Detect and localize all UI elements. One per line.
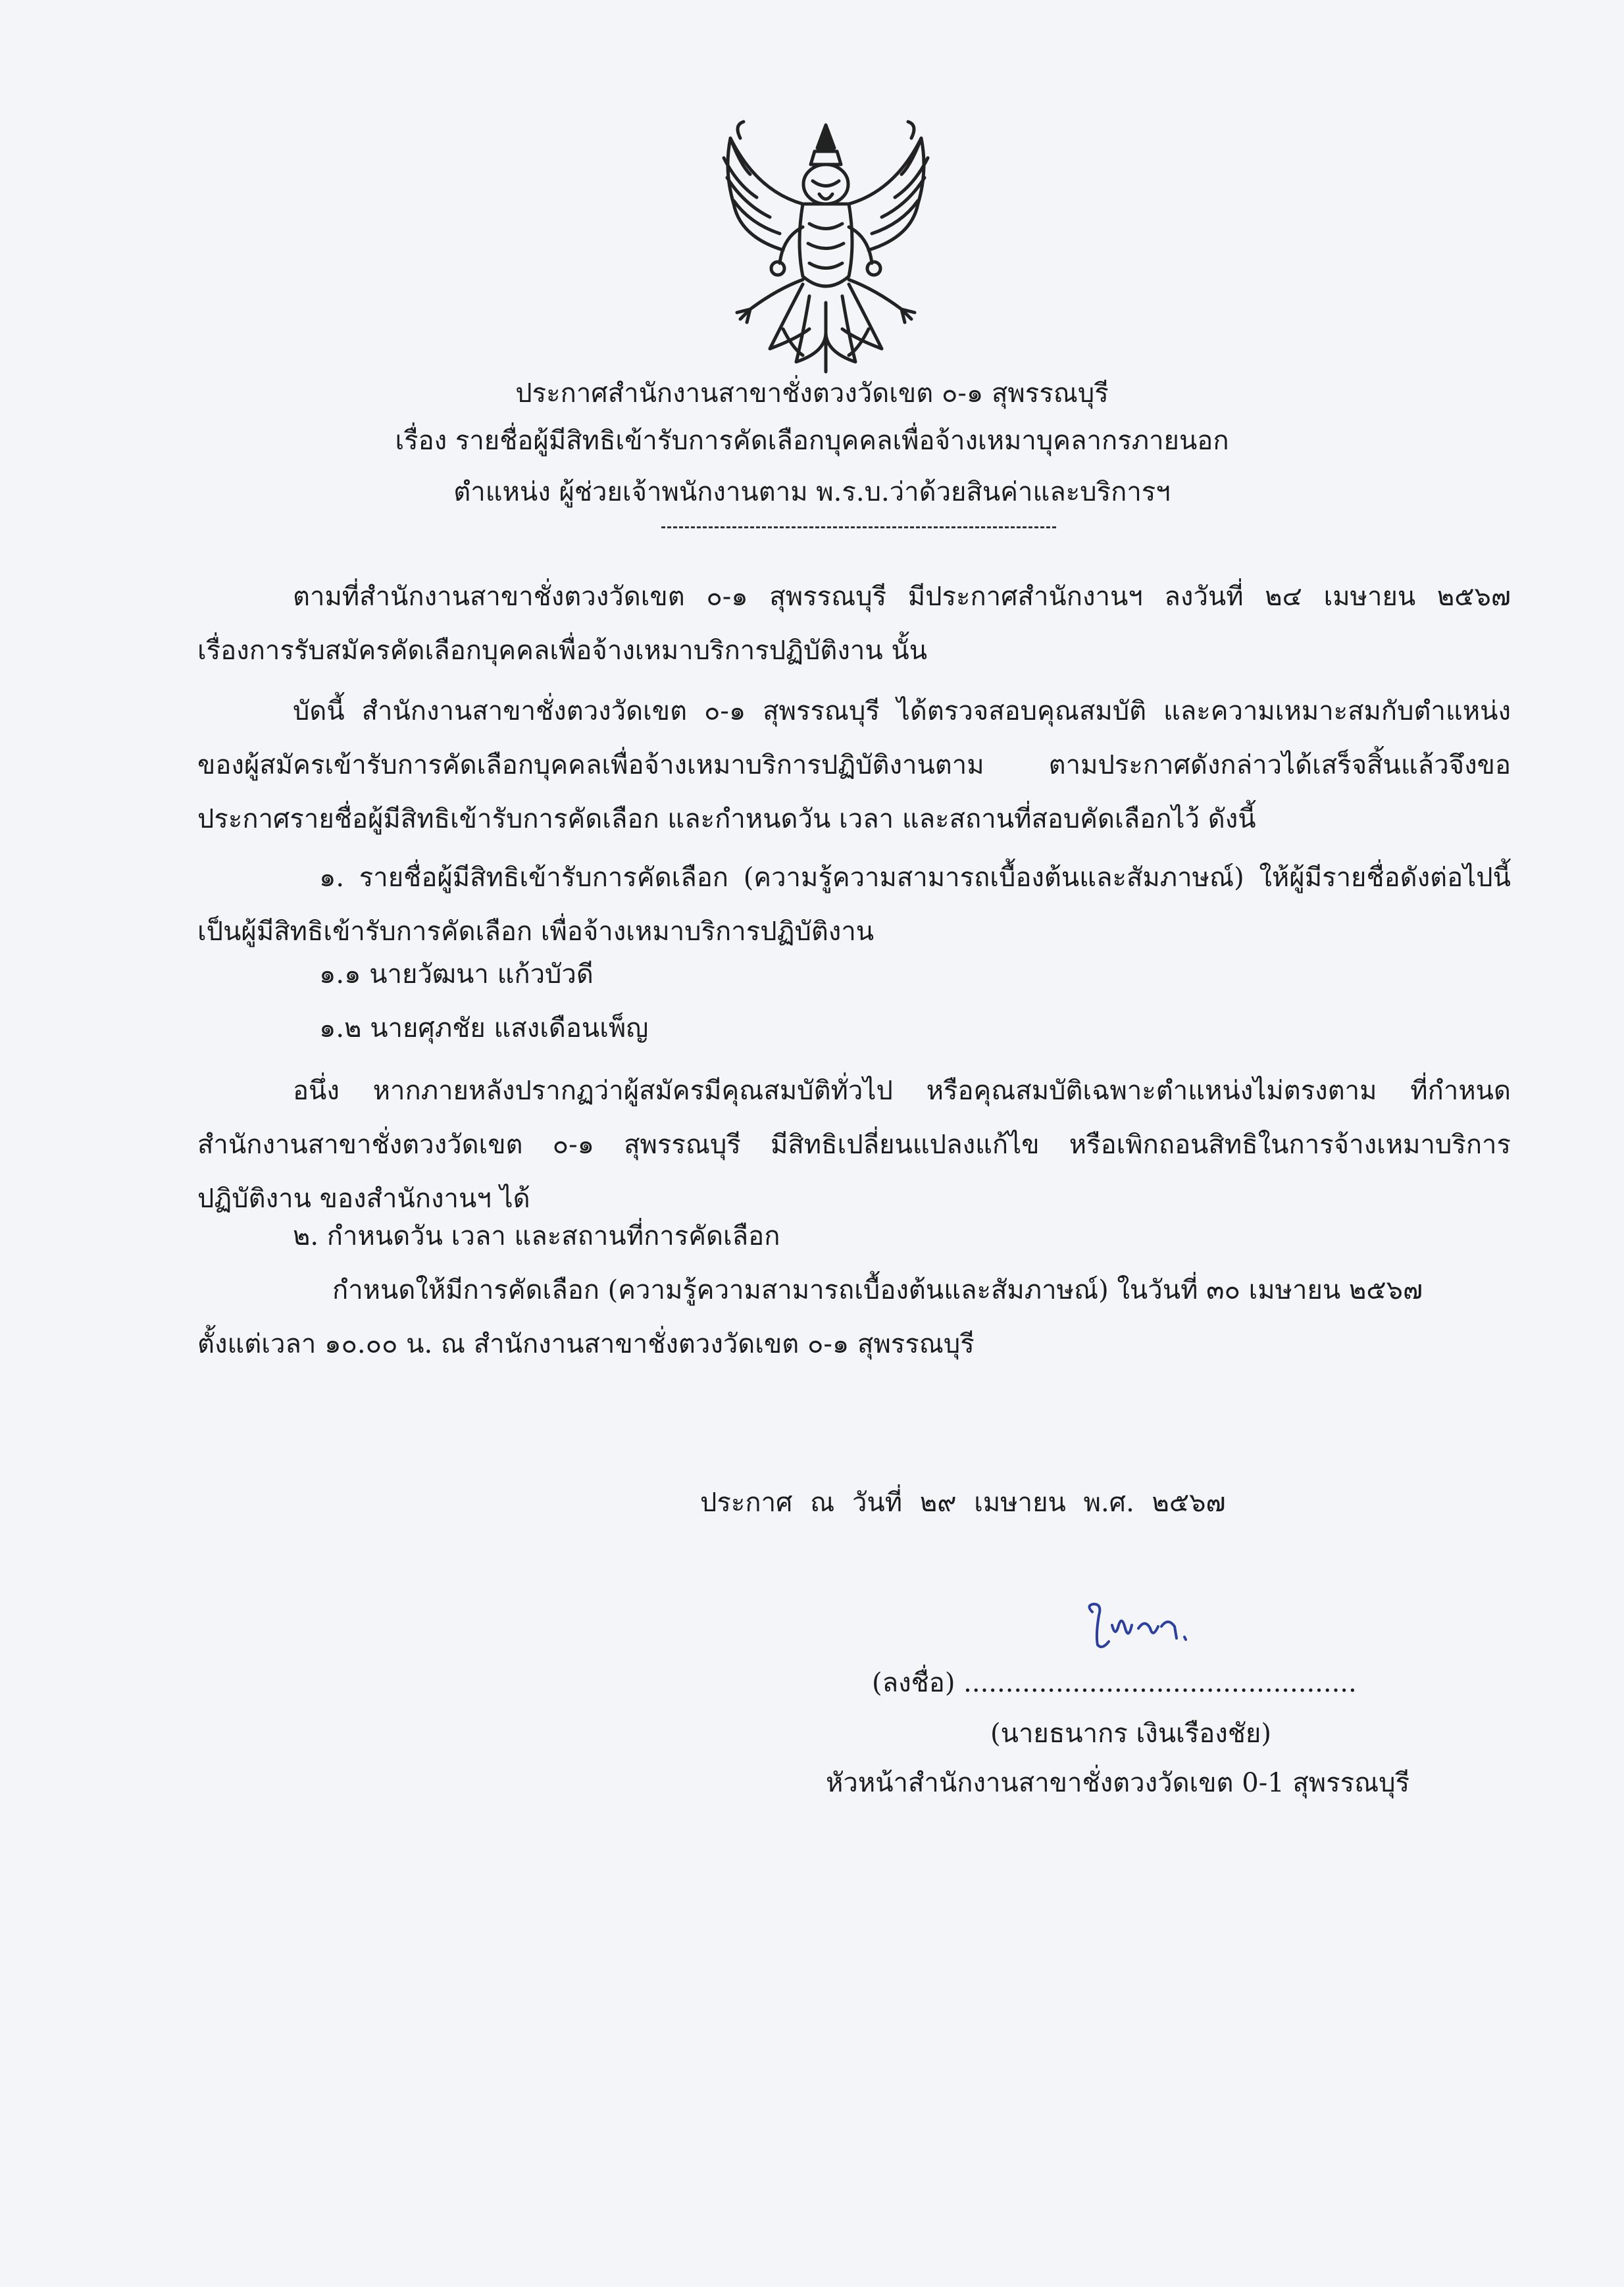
paragraph-line: บัดนี้ สำนักงานสาขาชั่งตวงวัดเขต ๐-๑ สุพรรณบุรี ได้ตรวจสอบคุณสมบัติ และความเหมาะสมกับตำแหน่ง — [293, 696, 1511, 726]
announcement-date: ประกาศ ณ วันที่ ๒๙ เมษายน พ.ศ. ๒๕๖๗ — [700, 1488, 1226, 1518]
paragraph-line: เรื่องการรับสมัครคัดเลือกบุคคลเพื่อจ้างเหมาบริการปฏิบัติงาน นั้น — [197, 636, 928, 666]
garuda-emblem-icon — [704, 112, 948, 375]
paragraph-line: ตั้งแต่เวลา ๑๐.๐๐ น. ณ สำนักงานสาขาชั่งตวงวัดเขต ๐-๑ สุพรรณบุรี — [197, 1329, 975, 1359]
list-item: ๑.๒ นายศุภชัย แสงเดือนเพ็ญ — [319, 1013, 649, 1043]
subject-line: เรื่อง รายชื่อผู้มีสิทธิเข้ารับการคัดเลือกบุคคลเพื่อจ้างเหมาบุคลากรภายนอก — [395, 426, 1229, 456]
divider — [661, 526, 1056, 528]
paragraph-5 — [197, 1263, 1511, 1371]
announcement-title: ประกาศสำนักงานสาขาชั่งตวงวัดเขต ๐-๑ สุพรรณบุรี — [515, 378, 1109, 409]
paragraph-line: ปฏิบัติงาน ของสำนักงานฯ ได้ — [197, 1184, 530, 1214]
paragraph-line: เป็นผู้มีสิทธิเข้ารับการคัดเลือก เพื่อจ้างเหมาบริการปฏิบัติงาน — [197, 917, 875, 947]
paragraph-line: สำนักงานสาขาชั่งตวงวัดเขต ๐-๑ สุพรรณบุรี มีสิทธิเปลี่ยนแปลงแก้ไข หรือเพิกถอนสิทธิในการจ้างเหมาบริการ — [197, 1130, 1511, 1160]
paragraph-line: อนึ่ง หากภายหลังปรากฏว่าผู้สมัครมีคุณสมบัติทั่วไป หรือคุณสมบัติเฉพาะตำแหน่งไม่ตรงตาม ที่กำหนด — [293, 1076, 1511, 1106]
handwritten-signature — [1079, 1599, 1224, 1658]
list-item: ๑.๑ นายวัฒนา แก้วบัวดี — [319, 959, 594, 990]
paragraph-1 — [197, 570, 1511, 678]
paragraph-4 — [197, 1064, 1511, 1226]
position-line: ตำแหน่ง ผู้ช่วยเจ้าพนักงานตาม พ.ร.บ.ว่าด้วยสินค่าและบริการฯ — [453, 477, 1171, 507]
paragraph-3 — [197, 851, 1511, 959]
paragraph-line: ประกาศรายชื่อผู้มีสิทธิเข้ารับการคัดเลือก และกำหนดวัน เวลา และสถานที่สอบคัดเลือกไว้ ดังนี้ — [197, 804, 1256, 834]
paragraph-line: ๒. กำหนดวัน เวลา และสถานที่การคัดเลือก — [293, 1221, 780, 1251]
paragraph-line: ๑. รายชื่อผู้มีสิทธิเข้ารับการคัดเลือก (ความรู้ความสามารถเบื้องต้นและสัมภาษณ์) ให้ผู้มีรายชื่อดังต่อไปนี้ — [319, 863, 1511, 893]
signatory-title: หัวหน้าสำนักงานสาขาชั่งตวงวัดเขต 0-1 สุพรรณบุรี — [826, 1768, 1410, 1798]
paragraph-line: ของผู้สมัครเข้ารับการคัดเลือกบุคคลเพื่อจ้างเหมาบริการปฏิบัติงานตาม ตามประกาศดังกล่าวได้เสร็จสิ้นแล้วจึงขอ — [197, 750, 1511, 780]
signature-line: (ลงชื่อ) ............................................... — [872, 1668, 1357, 1698]
signatory-name: (นายธนากร เงินเรืองชัย) — [990, 1719, 1271, 1749]
section-2-heading — [197, 1209, 1511, 1263]
paragraph-2 — [197, 684, 1511, 846]
paragraph-line: ตามที่สำนักงานสาขาชั่งตวงวัดเขต ๐-๑ สุพรรณบุรี มีประกาศสำนักงานฯ ลงวันที่ ๒๔ เมษายน ๒๕๖๗ — [293, 582, 1511, 612]
paragraph-line: กำหนดให้มีการคัดเลือก (ความรู้ความสามารถเบื้องต้นและสัมภาษณ์) ในวันที่ ๓๐ เมษายน ๒๕๖๗ — [332, 1275, 1423, 1305]
name-list — [197, 947, 1511, 1055]
